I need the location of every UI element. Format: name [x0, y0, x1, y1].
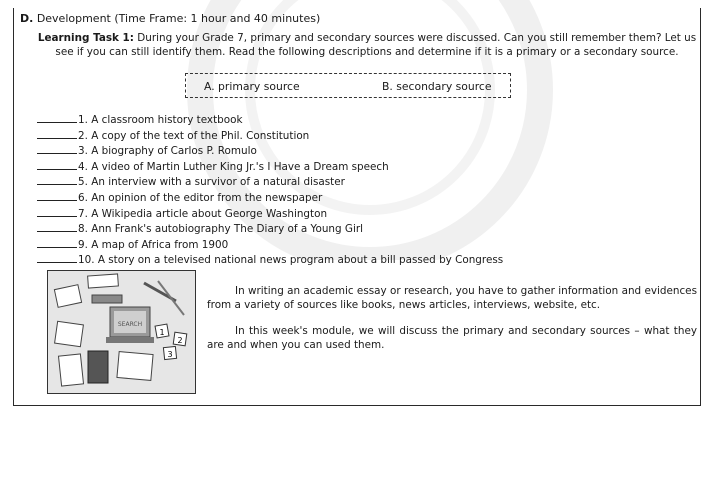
item-text: 7. A Wikipedia article about George Washington	[78, 207, 328, 220]
answer-blank[interactable]	[37, 112, 77, 123]
paragraph-text: In writing an academic essay or research, you have to gather information and evidences from a variety of sources like books, news articles, interviews, website, etc.	[207, 285, 697, 311]
answer-blank[interactable]	[37, 252, 77, 263]
section-heading	[20, 12, 320, 25]
task-text: During your Grade 7, primary and secondary sources were discussed. Can you still remember them? Let us see if you can still identify them. Read the following descriptions and determine if it is a primary or a secondary source.	[55, 32, 697, 58]
task-instructions	[36, 32, 698, 59]
item-text: 8. Ann Frank's autobiography The Diary of a Young Girl	[78, 223, 364, 236]
list-item	[37, 221, 503, 237]
choices-box	[185, 73, 511, 98]
badge-1: 1	[159, 328, 165, 337]
list-item	[37, 237, 503, 253]
list-item	[37, 128, 503, 144]
list-item	[37, 112, 503, 128]
item-list	[37, 112, 503, 268]
answer-blank[interactable]	[37, 174, 77, 185]
answer-blank[interactable]	[37, 206, 77, 217]
item-text: 5. An interview with a survivor of a natural disaster	[78, 176, 345, 189]
research-illustration	[47, 270, 196, 394]
item-text: 4. A video of Martin Luther King Jr.'s I Have a Dream speech	[78, 160, 389, 173]
item-text: 10. A story on a televised national news program about a bill passed by Congress	[78, 254, 504, 267]
list-item	[37, 159, 503, 175]
paragraph-module	[207, 325, 697, 352]
desk-items-icon	[48, 271, 195, 393]
list-item	[37, 190, 503, 206]
search-label: SEARCH	[117, 321, 143, 328]
item-text: 1. A classroom history textbook	[78, 114, 243, 126]
answer-blank[interactable]	[37, 128, 77, 139]
choice-a: A. primary source	[204, 80, 300, 93]
section-label: D.	[20, 12, 34, 25]
item-text: 9. A map of Africa from 1900	[78, 238, 229, 251]
choice-b: B. secondary source	[382, 80, 492, 93]
answer-blank[interactable]	[37, 159, 77, 170]
answer-blank[interactable]	[37, 143, 77, 154]
item-text: 6. An opinion of the editor from the newspaper	[78, 191, 323, 204]
answer-blank[interactable]	[37, 221, 77, 232]
badge-2: 2	[177, 336, 183, 345]
section-title: Development (Time Frame: 1 hour and 40 minutes)	[36, 12, 321, 25]
badge-3: 3	[167, 350, 173, 359]
item-text: 3. A biography of Carlos P. Romulo	[78, 145, 257, 158]
list-item	[37, 143, 503, 159]
task-label: Learning Task 1:	[37, 32, 134, 44]
list-item	[37, 252, 503, 268]
paragraph-text: In this week's module, we will discuss the primary and secondary sources – what they are and when you can used them.	[207, 325, 697, 351]
answer-blank[interactable]	[37, 237, 77, 248]
paragraph-intro	[207, 285, 697, 312]
list-item	[37, 174, 503, 190]
answer-blank[interactable]	[37, 190, 77, 201]
item-text: 2. A copy of the text of the Phil. Constitution	[78, 129, 310, 142]
list-item	[37, 206, 503, 222]
